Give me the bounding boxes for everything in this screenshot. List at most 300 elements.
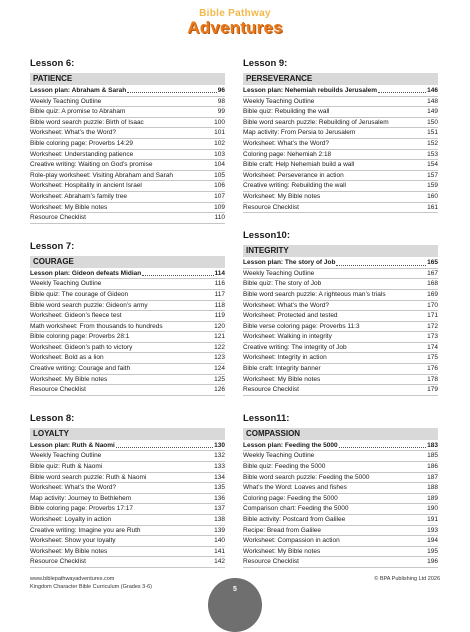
toc-entry[interactable] [30,451,225,462]
toc-dot-leader [131,370,213,371]
toc-dot-leader [341,543,426,544]
toc-entry-title: Bible activity: Postcard from Galilee [243,516,346,523]
toc-entry-title: Creative writing: Waiting on God’s promise [30,161,153,169]
toc-dot-leader [346,521,426,522]
page-number-badge [208,578,262,632]
toc-entry-page: 118 [214,301,225,309]
toc-entry-title: Worksheet: Gideon’s fleece test [30,312,122,320]
toc-entry[interactable] [243,301,438,312]
footer-left [30,575,152,591]
toc-entry-page: 133 [214,463,225,471]
lesson-block [30,58,225,224]
lesson-theme-bar: LOYALTY [30,428,225,440]
toc-dot-leader [174,177,213,178]
lesson-heading: Lesson11: [243,412,290,424]
toc-entry[interactable] [243,160,438,171]
toc-entry[interactable] [30,332,225,343]
lesson-theme-bar: COMPASSION [243,428,438,440]
toc-entry-page: 130 [214,441,225,449]
toc-entry-title: Creative writing: Rebuilding the wall [243,182,346,190]
toc-entry-title: Bible coloring page: Proverbs 28:1 [30,333,130,341]
toc-dot-leader [321,553,426,554]
toc-dot-leader [348,490,426,491]
toc-dot-leader [321,381,426,382]
lesson-block [30,413,225,568]
toc-entry-page: 157 [427,171,438,179]
toc-dot-leader [108,209,213,210]
toc-dot-leader [336,264,426,266]
toc-dot-leader [330,145,426,146]
toc-entry[interactable] [30,118,225,129]
toc-dot-leader [132,500,213,501]
toc-dot-leader [390,124,427,125]
toc-entry-title: Resource Checklist [30,214,86,222]
toc-entry-page: 160 [427,192,438,200]
toc-dot-leader [300,209,426,210]
toc-entry-title: Map activity: From Persia to Jerusalem [243,129,356,137]
toc-entry-title: Worksheet: Bold as a lion [30,354,104,362]
toc-entry-page: 174 [427,343,438,351]
lesson-heading: Lesson 9: [243,58,288,69]
toc-entry-title: Worksheet: Gideon’s path to victory [30,343,133,351]
toc-entry[interactable] [30,473,225,484]
toc-entry[interactable] [243,203,438,214]
toc-dot-leader [87,392,213,393]
toc-entry[interactable] [30,364,225,375]
lesson-block [30,241,225,396]
toc-entry-page: 196 [427,558,438,566]
toc-entry-page: 146 [427,87,438,94]
toc-entry-title: Bible coloring page: Proverbs 14:29 [30,139,133,147]
toc-entry-page: 148 [427,97,438,105]
toc-entry[interactable] [243,483,438,494]
toc-entry[interactable] [30,494,225,505]
toc-entry-title: Worksheet: Hospitality in ancient Israel [30,182,142,190]
toc-entry-title: Weekly Teaching Outline [30,97,102,105]
toc-dot-leader [145,124,213,125]
toc-entry[interactable] [30,462,225,473]
toc-entry[interactable] [30,441,225,452]
toc-entry-page: 152 [427,139,438,147]
toc-entry-page: 139 [214,526,225,534]
toc-entry-title: Lesson plan: Ruth & Naomi [30,441,115,449]
page-number: 5 [233,586,237,593]
toc-entry-title: Lesson plan: Gideon defeats Midian [30,269,142,277]
toc-entry[interactable] [243,515,438,526]
toc-entry-title: Bible word search puzzle: Feeding the 5000 [243,473,370,481]
toc-entry-title: What’s the Word: Loaves and fishes [243,484,347,492]
toc-entry[interactable] [243,375,438,386]
toc-dot-leader [326,468,426,469]
toc-entry[interactable] [243,462,438,473]
toc-entry-page: 193 [427,526,438,534]
toc-dot-leader [117,543,214,544]
toc-dot-leader [322,370,426,371]
toc-entry[interactable] [243,171,438,182]
toc-entry[interactable] [243,526,438,537]
lesson-theme-bar: PERSEVERANCE [243,73,438,85]
toc-dot-leader [315,275,426,276]
toc-entry-page: 179 [427,386,438,394]
toc-entry-page: 188 [427,484,438,492]
toc-entry-title: Resource Checklist [30,558,86,566]
toc-entry-page: 142 [214,558,225,566]
toc-dot-leader [330,114,426,115]
toc-entry-page: 176 [427,365,438,373]
toc-entry-title: Worksheet: Walking in integrity [243,333,332,341]
toc-entry[interactable] [30,483,225,494]
toc-entry[interactable] [30,97,225,108]
toc-left-column [30,58,225,568]
toc-entry-page: 110 [214,214,225,222]
toc-entry[interactable] [243,97,438,108]
toc-entry[interactable] [243,343,438,354]
toc-dot-leader [143,188,213,189]
toc-entry[interactable] [243,353,438,364]
toc-entry[interactable] [243,557,438,568]
toc-entry[interactable] [243,322,438,333]
toc-entry-page: 104 [214,161,225,169]
toc-entry-title: Worksheet: Protected and tested [243,312,338,320]
toc-dot-leader [133,349,213,350]
toc-entry[interactable] [30,160,225,171]
lesson-heading: Lesson10: [243,230,290,242]
toc-dot-leader [102,286,213,287]
toc-entry-page: 149 [427,108,438,116]
toc-entry-title: Lesson plan: Nehemiah rebuilds Jerusalem [243,87,378,94]
brand-logo [0,8,470,37]
toc-entry-page: 135 [214,484,225,492]
toc-dot-leader [87,220,214,221]
toc-entry[interactable] [30,504,225,515]
toc-entry[interactable] [30,322,225,333]
toc-entry[interactable] [243,150,438,161]
toc-entry-page: 122 [214,343,225,351]
toc-dot-leader [321,198,426,199]
toc-dot-leader [370,479,426,480]
toc-entry-page: 171 [427,312,438,320]
lesson-heading: Lesson 8: [30,412,75,424]
toc-dot-leader [142,532,214,533]
toc-entry-title: Resource Checklist [30,386,86,394]
lesson-block [243,413,438,568]
toc-entry-page: 137 [214,505,225,513]
toc-dot-leader [147,479,213,480]
toc-entry[interactable] [30,107,225,118]
toc-entry[interactable] [243,181,438,192]
toc-entry-page: 124 [214,365,225,373]
toc-entry-title: Worksheet: My Bible notes [30,203,108,211]
toc-entry-title: Lesson plan: Abraham & Sarah [30,87,127,94]
toc-dot-leader [134,156,213,157]
toc-entry-title: Bible word search puzzle: Birth of Isaac [30,118,144,126]
toc-entry-page: 195 [427,547,438,555]
toc-entry[interactable] [30,526,225,537]
toc-entry-page: 141 [214,547,225,555]
toc-dot-leader [134,145,213,146]
toc-entry[interactable] [30,128,225,139]
toc-entry-title: Bible word search puzzle: Rebuilding of Jerusalem [243,118,389,126]
toc-dot-leader [108,381,213,382]
toc-right-column [243,58,438,568]
toc-entry[interactable] [243,139,438,150]
toc-entry-title: Bible craft: Help Nehemiah build a wall [243,161,355,169]
footer-copyright: © BPA Publishing Ltd 2026 [374,576,440,582]
toc-entry-title: Worksheet: Understanding patience [30,150,134,158]
toc-dot-leader [149,307,214,308]
toc-dot-leader [350,511,427,512]
footer-curriculum: Kingdom Character Bible Curriculum (Grades 3-6) [30,584,152,590]
toc-entry-page: 121 [214,333,225,341]
toc-entry[interactable] [243,332,438,343]
toc-entry-page: 98 [217,97,225,105]
toc-dot-leader [142,274,213,276]
toc-entry[interactable] [243,107,438,118]
toc-dot-leader [129,296,213,297]
toc-entry-title: Bible word search puzzle: Gideon’s army [30,301,148,309]
toc-entry-title: Lesson plan: Feeding the 5000 [243,441,338,449]
toc-entry-title: Worksheet: What’s the Word? [30,129,116,137]
toc-entry-title: Resource Checklist [243,386,299,394]
toc-entry[interactable] [30,86,225,97]
toc-entry-title: Worksheet: What’s the Word? [243,301,329,309]
lesson-heading: Lesson 6: [30,58,75,69]
toc-entry[interactable] [30,279,225,290]
toc-entry-title: Worksheet: My Bible notes [243,375,321,383]
toc-entry-title: Worksheet: Abraham’s family tree [30,192,127,200]
toc-entry[interactable] [30,536,225,547]
toc-entry[interactable] [30,301,225,312]
toc-entry-page: 178 [427,375,438,383]
toc-entry-page: 165 [427,259,438,267]
toc-entry-title: Weekly Teaching Outline [30,452,102,460]
toc-entry[interactable] [30,557,225,568]
toc-entry-page: 116 [214,280,225,288]
toc-entry-title: Worksheet: Compassion in action [243,537,340,545]
toc-entry-page: 126 [214,386,225,394]
toc-entry[interactable] [243,118,438,129]
toc-entry[interactable] [243,385,438,396]
toc-entry[interactable] [243,311,438,322]
toc-dot-leader [300,564,426,565]
toc-entry-title: Math worksheet: From thousands to hundreds [30,322,163,330]
toc-entry-title: Recipe: Bread from Galilee [243,526,322,534]
toc-entry-page: 96 [217,87,225,94]
toc-entry-title: Bible craft: Integrity banner [243,365,321,373]
toc-entry[interactable] [30,192,225,203]
toc-dot-leader [322,532,426,533]
toc-entry[interactable] [243,494,438,505]
toc-entry[interactable] [30,269,225,280]
toc-dot-leader [128,198,213,199]
toc-entry-title: Worksheet: My Bible notes [243,547,321,555]
toc-entry-title: Lesson plan: The story of Job [243,259,336,267]
toc-dot-leader [387,296,427,297]
toc-dot-leader [123,318,214,319]
toc-entry[interactable] [30,181,225,192]
toc-entry-title: Worksheet: Show your loyalty [30,537,116,545]
toc-entry-title: Creative writing: Courage and faith [30,365,131,373]
toc-entry[interactable] [243,192,438,203]
toc-dot-leader [356,135,426,136]
toc-dot-leader [339,500,426,501]
toc-dot-leader [87,564,213,565]
toc-entry-title: Worksheet: My Bible notes [30,375,108,383]
toc-entry-page: 172 [427,322,438,330]
toc-entry-page: 134 [214,473,225,481]
toc-entry-page: 119 [214,312,225,320]
toc-entry-title: Worksheet: What’s the Word? [243,139,329,147]
toc-entry-title: Bible quiz: Ruth & Naomi [30,463,103,471]
toc-entry[interactable] [30,311,225,322]
toc-entry[interactable] [243,86,438,97]
toc-entry-title: Creative writing: Imagine you are Ruth [30,526,141,534]
toc-entry-page: 114 [214,269,225,277]
footer-url[interactable]: www.biblepathwayadventures.com [30,576,115,582]
toc-entry-page: 101 [214,129,225,137]
toc-dot-leader [348,349,427,350]
toc-dot-leader [315,103,426,104]
toc-dot-leader [347,188,426,189]
toc-entry-title: Coloring page: Feeding the 5000 [243,494,338,502]
toc-entry-title: Worksheet: Integrity in action [243,354,327,362]
toc-entry-title: Bible quiz: A promise to Abraham [30,108,126,116]
toc-entry[interactable] [30,290,225,301]
toc-entry-title: Resource Checklist [243,558,299,566]
toc-entry[interactable] [30,150,225,161]
toc-entry[interactable] [30,353,225,364]
toc-dot-leader [333,339,426,340]
toc-entry-page: 99 [217,108,225,116]
lesson-theme-bar: INTEGRITY [243,245,438,257]
toc-entry-page: 138 [214,516,225,523]
toc-dot-leader [112,521,213,522]
toc-entry-title: Resource Checklist [243,203,299,211]
toc-entry[interactable] [243,279,438,290]
toc-dot-leader [330,307,426,308]
toc-entry-page: 120 [214,322,225,330]
toc-entry-page: 190 [427,505,438,513]
toc-entry-title: Bible quiz: The courage of Gideon [30,290,129,298]
toc-entry-title: Worksheet: What’s the Word? [30,484,116,492]
lesson-theme-bar: PATIENCE [30,73,225,85]
toc-dot-leader [339,446,427,448]
toc-entry-title: Bible quiz: Rebuilding the wall [243,108,330,116]
toc-entry[interactable] [30,171,225,182]
toc-entry-page: 136 [214,494,225,502]
toc-entry[interactable] [30,139,225,150]
toc-entry-page: 154 [427,161,438,169]
toc-entry-title: Comparison chart: Feeding the 5000 [243,505,349,513]
toc-entry[interactable] [243,258,438,269]
toc-dot-leader [134,511,213,512]
toc-entry[interactable] [30,547,225,558]
toc-entry[interactable] [243,441,438,452]
toc-entry-page: 123 [214,354,225,362]
toc-entry-title: Bible quiz: Feeding the 5000 [243,463,326,471]
toc-dot-leader [153,167,213,168]
toc-entry[interactable] [30,385,225,396]
toc-entry-title: Worksheet: My Bible notes [243,192,321,200]
toc-entry-page: 186 [427,463,438,471]
toc-dot-leader [117,490,213,491]
toc-dot-leader [102,458,213,459]
toc-entry-page: 187 [427,473,438,481]
toc-entry[interactable] [243,536,438,547]
toc-entry-title: Bible coloring page: Proverbs 17:17 [30,505,133,513]
toc-entry[interactable] [243,547,438,558]
toc-dot-leader [315,458,426,459]
toc-entry-page: 132 [214,452,225,460]
lesson-block [243,230,438,396]
toc-dot-leader [126,114,216,115]
toc-entry[interactable] [30,343,225,354]
logo-top-text: Bible Pathway [199,8,271,19]
toc-entry-title: Coloring page: Nehemiah 2:18 [243,150,332,158]
toc-entry[interactable] [243,473,438,484]
toc-dot-leader [345,177,426,178]
toc-entry-page: 109 [214,203,225,211]
toc-entry-page: 125 [214,375,225,383]
toc-dot-leader [339,318,427,319]
toc-entry-page: 159 [427,182,438,190]
lesson-theme-bar: COURAGE [30,256,225,268]
toc-dot-leader [105,360,214,361]
toc-entry[interactable] [243,269,438,280]
toc-dot-leader [103,468,213,469]
toc-entry-title: Worksheet: My Bible notes [30,547,108,555]
toc-entry-page: 151 [427,129,438,137]
toc-dot-leader [378,91,426,93]
toc-entry-title: Role-play worksheet: Visiting Abraham and Sarah [30,171,173,179]
toc-entry[interactable] [30,213,225,224]
lesson-heading: Lesson 7: [30,240,75,252]
toc-entry-title: Weekly Teaching Outline [243,452,315,460]
toc-entry-title: Bible word search puzzle: A righteous man’s trials [243,290,386,298]
toc-entry-page: 153 [427,150,438,158]
toc-entry-page: 173 [427,333,438,341]
toc-entry-page: 185 [427,452,438,460]
toc-dot-leader [300,392,426,393]
toc-dot-leader [108,553,213,554]
toc-dot-leader [361,328,427,329]
toc-entry-page: 150 [427,118,438,126]
toc-entry-page: 106 [214,182,225,190]
toc-entry-title: Weekly Teaching Outline [243,97,315,105]
toc-entry-title: Worksheet: Loyalty in action [30,516,112,523]
toc-entry[interactable] [243,364,438,375]
toc-entry-page: 194 [427,537,438,545]
toc-entry[interactable] [243,504,438,515]
toc-entry-page: 191 [427,516,438,523]
toc-entry-page: 169 [427,290,438,298]
toc-entry[interactable] [243,290,438,301]
toc-dot-leader [328,360,426,361]
toc-entry[interactable] [243,451,438,462]
toc-entry-page: 161 [427,203,438,211]
toc-entry[interactable] [30,515,225,526]
toc-entry[interactable] [30,203,225,214]
toc-entry-page: 167 [427,269,438,277]
toc-entry-page: 175 [427,354,438,362]
toc-entry[interactable] [243,128,438,139]
toc-dot-leader [332,156,426,157]
toc-dot-leader [116,446,213,448]
toc-entry-page: 107 [214,192,225,200]
toc-entry-page: 183 [427,441,438,449]
toc-entry-title: Weekly Teaching Outline [30,280,102,288]
toc-entry[interactable] [30,375,225,386]
